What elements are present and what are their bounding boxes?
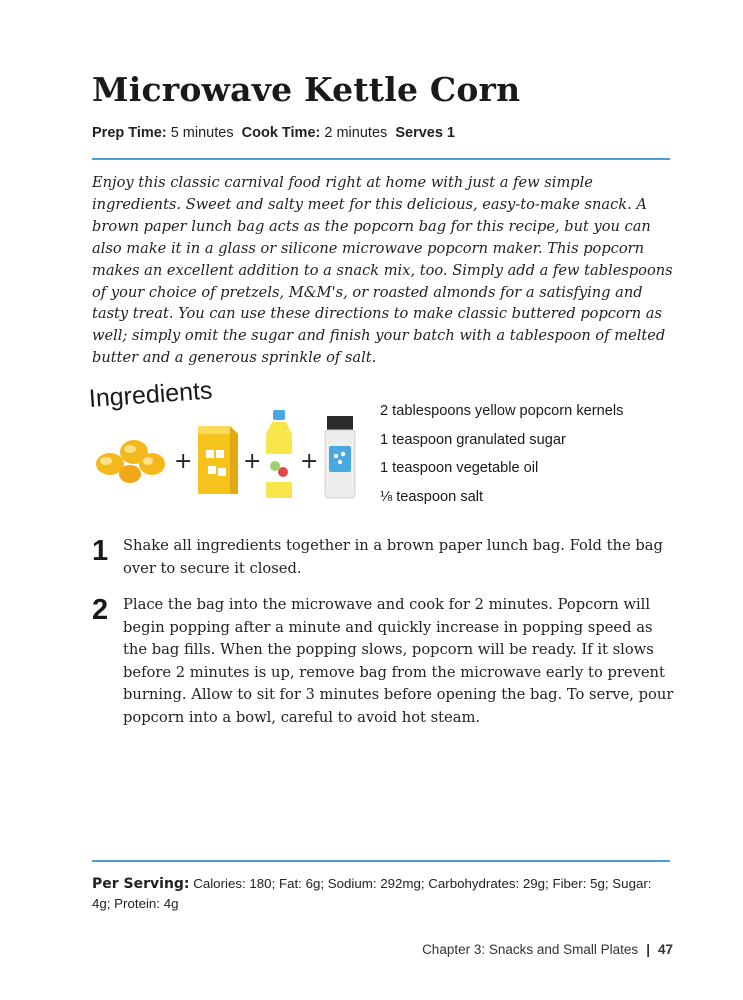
page-footer [422,942,673,957]
nutrition-divider [92,860,670,862]
ingredient-item: 1 teaspoon vegetable oil [380,460,539,476]
chapter-title: Chapter 3: Snacks and Small Plates [422,942,639,957]
ingredients-illustration [90,410,365,502]
prep-time-value: 5 minutes [170,125,234,141]
salt-shaker-icon [325,416,355,498]
page-number: 47 [657,942,673,957]
sugar-box-icon [198,426,238,494]
serves-label: Serves 1 [395,125,455,141]
nutrition-info [92,874,672,914]
ingredient-item: 2 tablespoons yellow popcorn kernels [380,403,624,419]
ingredient-item: ⅛ teaspoon salt [380,488,484,505]
recipe-meta [92,125,455,141]
step-number: 2 [92,594,109,626]
recipe-title: Microwave Kettle Corn [92,70,521,109]
recipe-intro: Enjoy this classic carnival food right at home with just a few simple ingredients. Sweet and salty meet for this delicious, easy-to-make snack. A brown paper lunch bag acts as the popcorn bag for this recipe, but you can also make it in a glass or silicone microwave popcorn maker. This popcorn makes an excellent addition to a snack mix, too. Simply add a few tablespoons of your choice of pretzels, M&M's, or roasted almonds for a satisfying and tasty treat. You can use these directions to make classic buttered popcorn as well; simply omit the sugar and finish your batch with a tablespoon of melted butter and a generous sprinkle of salt. [92,174,673,367]
cook-time-label: Cook Time: [241,125,321,141]
plus-sign-3: + [300,449,319,474]
ingredient-item: 1 teaspoon granulated sugar [380,431,566,448]
cook-time-value: 2 minutes [324,125,388,141]
plus-sign-1: + [174,449,193,474]
nutrition-values: Calories: 180; Fat: 6g; Sodium: 292mg; Carbohydrates: 29g; Fiber: 5g; Sugar: 4g; Protein: 4g [92,876,652,911]
ingredients-list [380,400,623,514]
plus-sign-2: + [243,449,262,474]
popcorn-kernels-icon [96,440,165,483]
step-text: Place the bag into the microwave and cook for 2 minutes. Popcorn will begin popping after a minute and quickly increase in popping speed as the bag fills. When the popping slows, popcorn will be ready. If it slows before 2 minutes is up, remove bag from the microwave early to prevent burning. Allow to sit for 3 minutes before opening the bag. To serve, pour popcorn into a bowl, careful to avoid hot steam. [123,596,674,726]
ingredients-heading: Ingredients [87,376,214,414]
vegetable-oil-bottle-icon [266,410,292,498]
nutrition-label: Per Serving: [92,876,190,892]
footer-separator: | [646,942,650,957]
step-text: Shake all ingredients together in a brown paper lunch bag. Fold the bag over to secure it closed. [123,537,663,577]
step-number: 1 [92,535,109,567]
prep-time-label: Prep Time: [92,125,167,141]
header-divider [92,158,670,160]
